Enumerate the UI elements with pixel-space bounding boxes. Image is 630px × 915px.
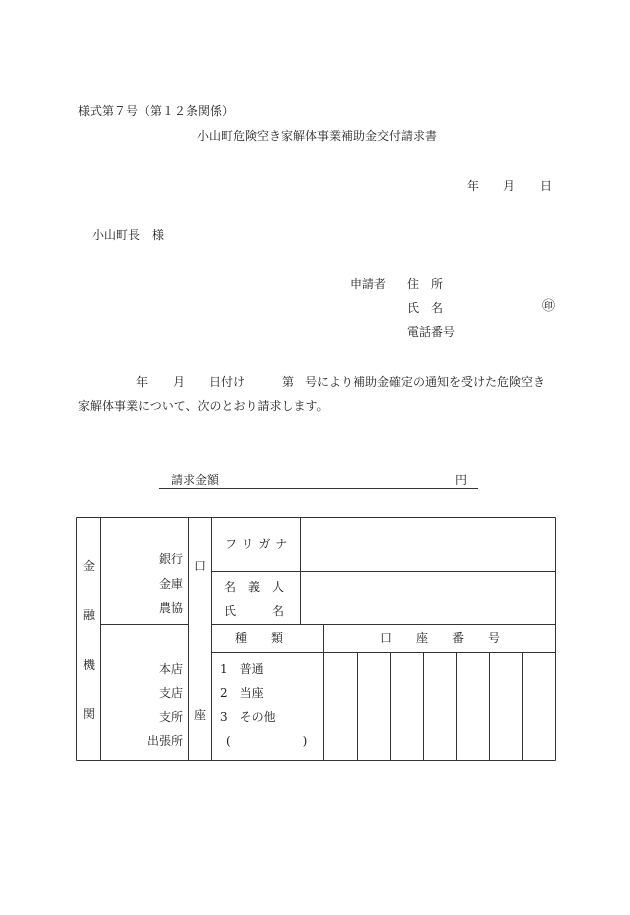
body-month: 月 [173,375,186,389]
branch-type-office: 出張所 [147,734,184,748]
date-year: 年 [467,179,480,193]
furigana-input[interactable] [301,518,555,571]
institution-char-4: 関 [83,707,96,721]
holder-label-1: 名 義 人 [224,580,285,594]
account-type-current: 2 当座 [220,686,264,700]
body-number-prefix: 第 [282,375,295,389]
branch-type-branch: 支店 [159,686,184,700]
institution-char-3: 機 [83,658,96,672]
type-header: 種 類 [235,631,284,645]
branch-type-sub: 支所 [159,710,184,724]
institution-char-2: 融 [83,608,96,622]
form-title: 小山町危険空き家解体事業補助金交付請求書 [197,129,438,143]
phone-label: 電話番号 [407,325,456,339]
branch-type-head: 本店 [159,662,184,676]
body-year: 年 [136,375,149,389]
body-line2: 家解体事業について、次のとおり請求します。 [78,399,329,413]
account-char-2: 座 [194,708,207,722]
account-type-ordinary: 1 普通 [220,662,264,676]
holder-name-input[interactable] [301,572,555,624]
form-number: 様式第７号（第１２条関係） [78,104,235,118]
name-label: 氏 名 [407,301,444,315]
bank-type-shinkin: 金庫 [159,577,184,591]
account-type-other: 3 その他 [220,710,276,724]
address-label: 住 所 [407,277,444,291]
claim-unit: 円 [455,473,468,487]
seal-mark: ㊞ [542,299,556,314]
bank-type-bank: 銀行 [159,552,184,566]
date-day: 日 [540,179,553,193]
claim-label: 請求金額 [171,473,220,487]
addressee: 小山町長 様 [92,228,165,242]
account-type-other-detail: ( ) [226,734,308,748]
institution-char-1: 金 [83,559,96,573]
date-month: 月 [503,179,516,193]
furigana-label: フリガナ [225,537,293,551]
holder-label-2: 氏 名 [224,604,285,618]
account-number-header: 口 座 番 号 [380,631,501,645]
body-dated: 日付け [209,375,246,389]
applicant-label: 申請者 [350,277,387,291]
bank-type-ja: 農協 [159,601,184,615]
account-char-1: 口 [194,559,207,573]
body-line1: 号により補助金確定の通知を受けた危険空き [305,375,546,389]
